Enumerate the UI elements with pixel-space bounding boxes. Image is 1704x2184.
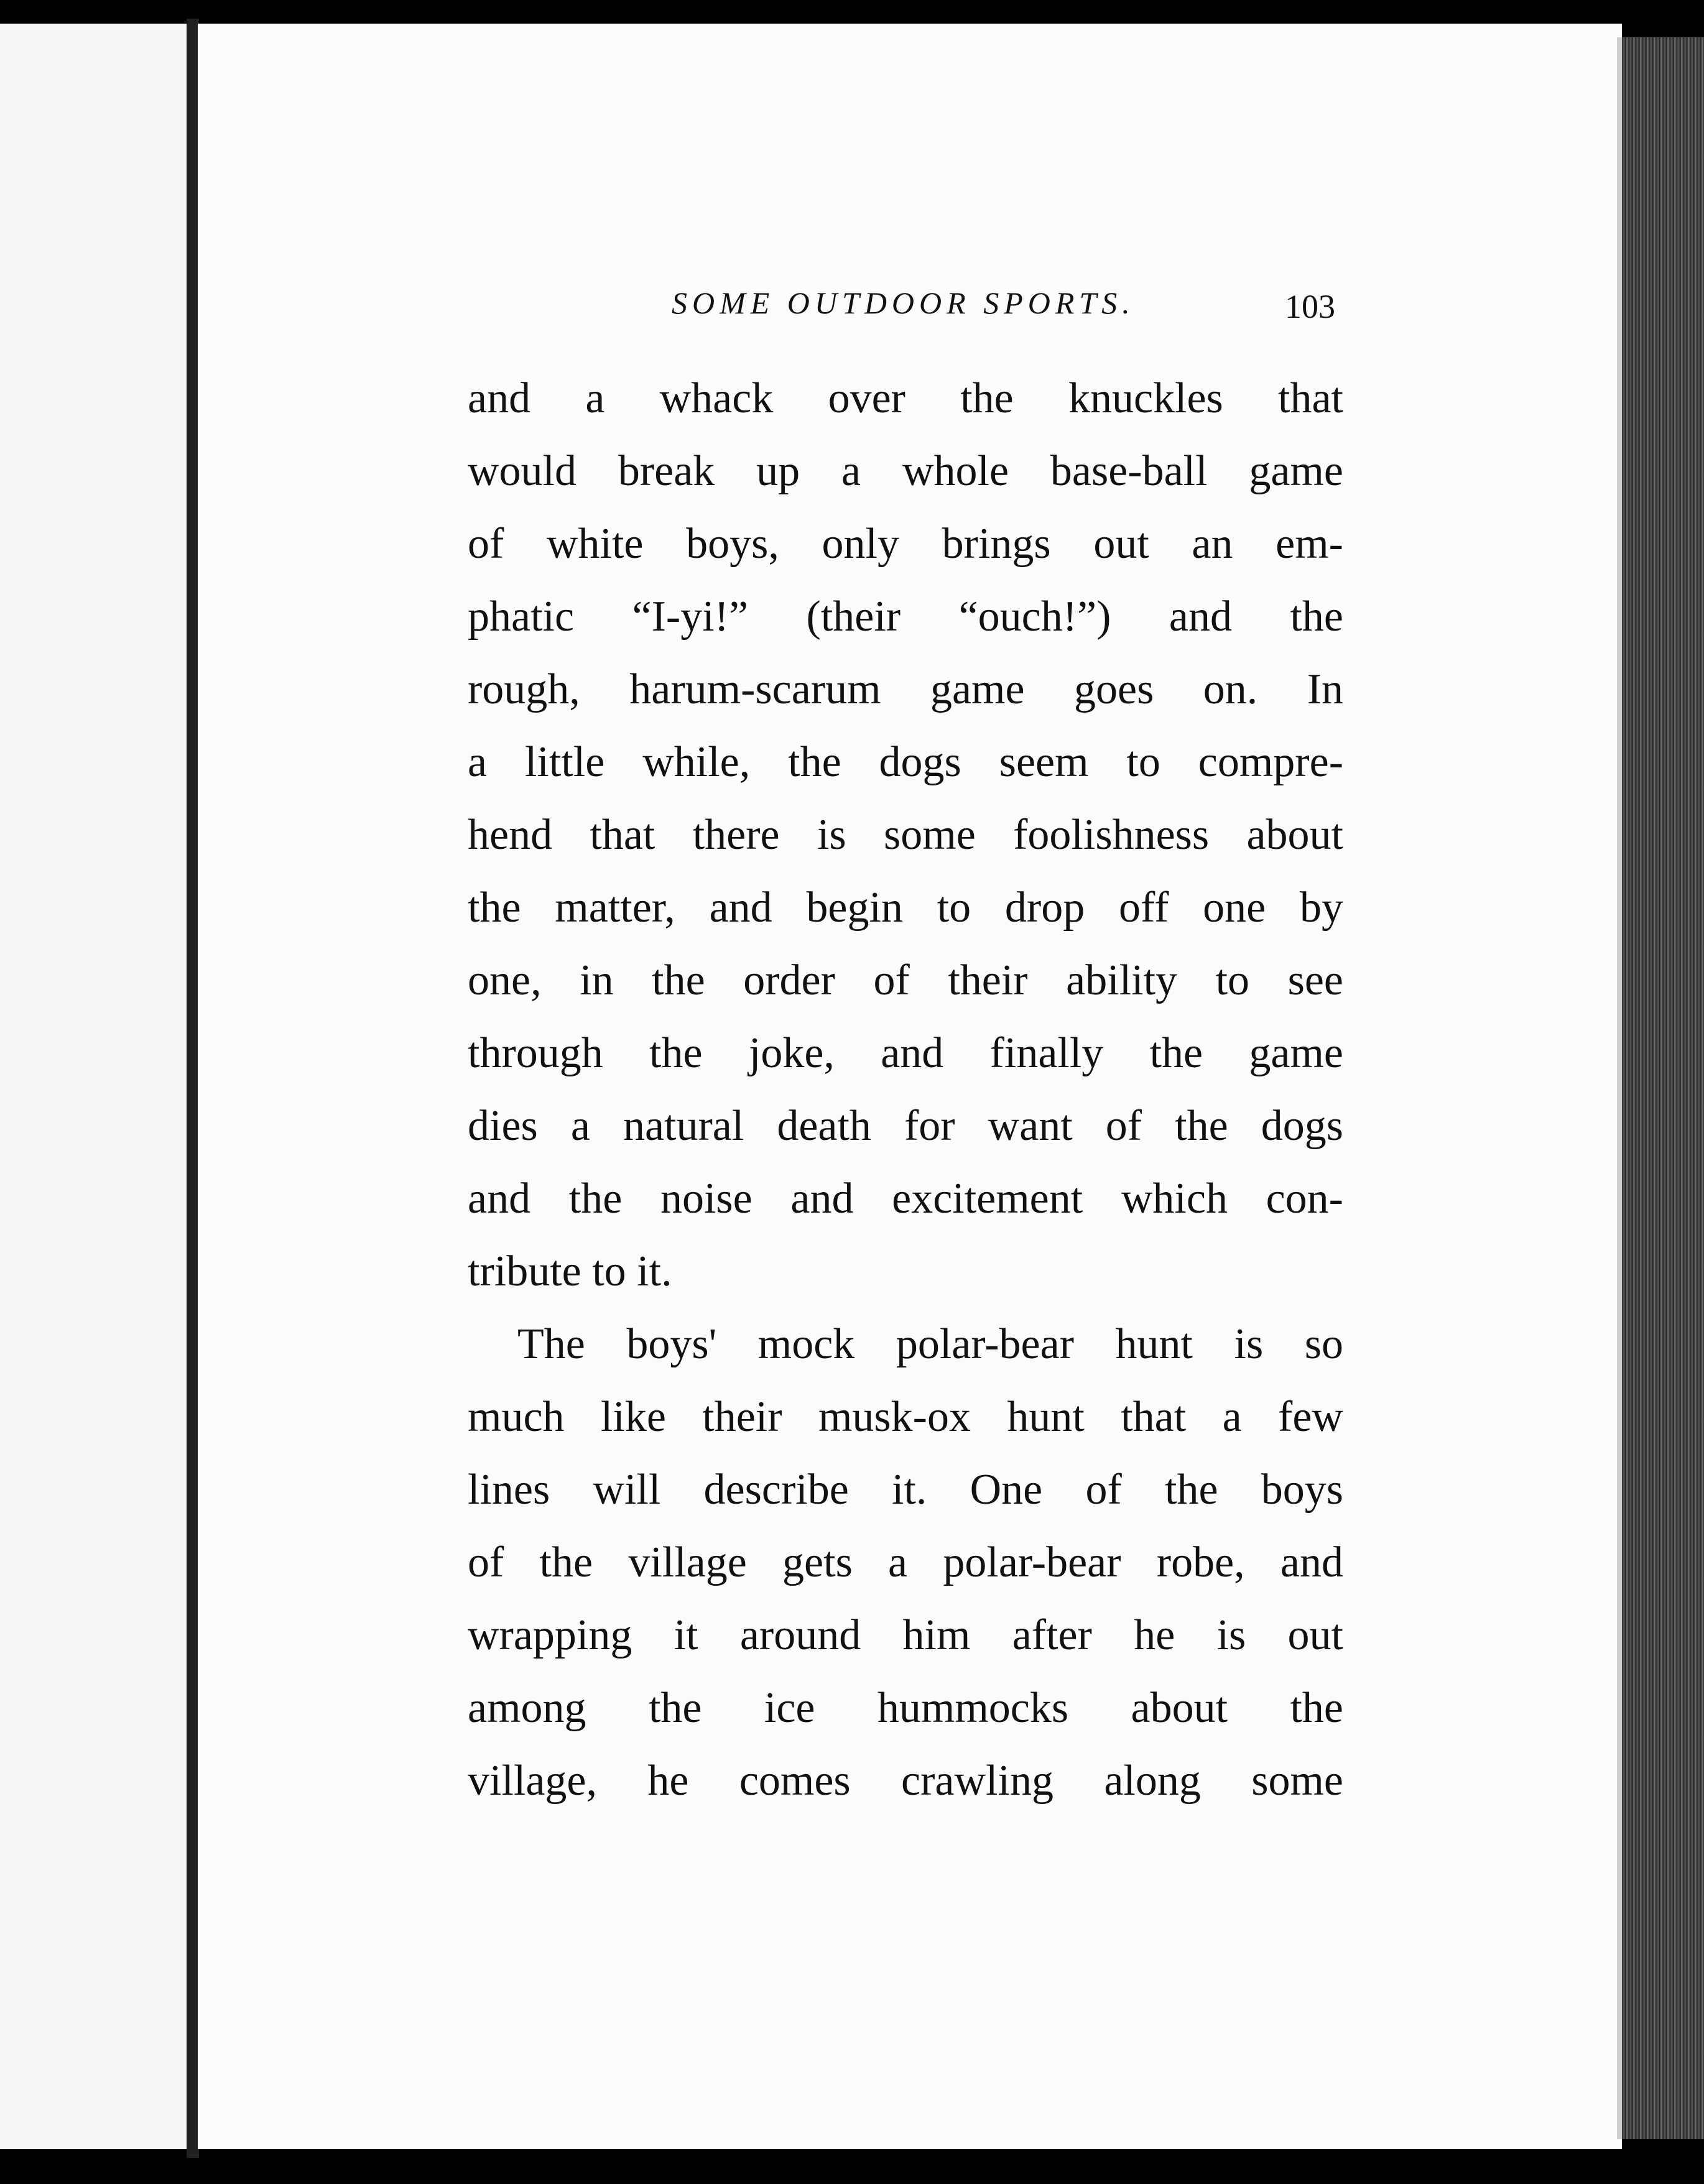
body-text: [468, 362, 1343, 1817]
text-line: a little while, the dogs seem to compre-: [468, 738, 1343, 786]
running-title: SOME OUTDOOR SPORTS.: [672, 285, 1135, 320]
text-line: of the village gets a polar-bear robe, and: [468, 1539, 1343, 1586]
text-line: would break up a whole base-ball game: [468, 447, 1343, 495]
text-line: the matter, and begin to drop off one by: [468, 884, 1343, 932]
text-line: hend that there is some foolishness about: [468, 811, 1343, 859]
text-line: and the noise and excitement which con-: [468, 1175, 1343, 1223]
text-line: and a whack over the knuckles that: [468, 374, 1343, 422]
text-line: one, in the order of their ability to see: [468, 956, 1343, 1004]
paragraph-2: [468, 1308, 1343, 1817]
text-line: tribute to it.: [468, 1247, 672, 1295]
text-line: much like their musk-ox hunt that a few: [468, 1393, 1343, 1441]
text-line: village, he comes crawling along some: [468, 1757, 1343, 1805]
text-line: The boys' mock polar-bear hunt is so: [517, 1320, 1343, 1368]
text-line: among the ice hummocks about the: [468, 1684, 1343, 1732]
book-page-edges: [1622, 37, 1704, 2139]
left-page: [0, 24, 189, 2149]
page-number: 103: [1285, 288, 1335, 325]
book-gutter: [187, 19, 199, 2158]
text-line: wrapping it around him after he is out: [468, 1611, 1343, 1659]
text-line: through the joke, and finally the game: [468, 1029, 1343, 1077]
text-line: lines will describe it. One of the boys: [468, 1466, 1343, 1514]
text-line: of white boys, only brings out an em-: [468, 520, 1343, 568]
text-line: dies a natural death for want of the dogs: [468, 1102, 1343, 1150]
paragraph-1: [468, 362, 1343, 1308]
text-line: rough, harum-scarum game goes on. In: [468, 665, 1343, 713]
text-line: phatic “I-yi!” (their “ouch!”) and the: [468, 593, 1343, 641]
